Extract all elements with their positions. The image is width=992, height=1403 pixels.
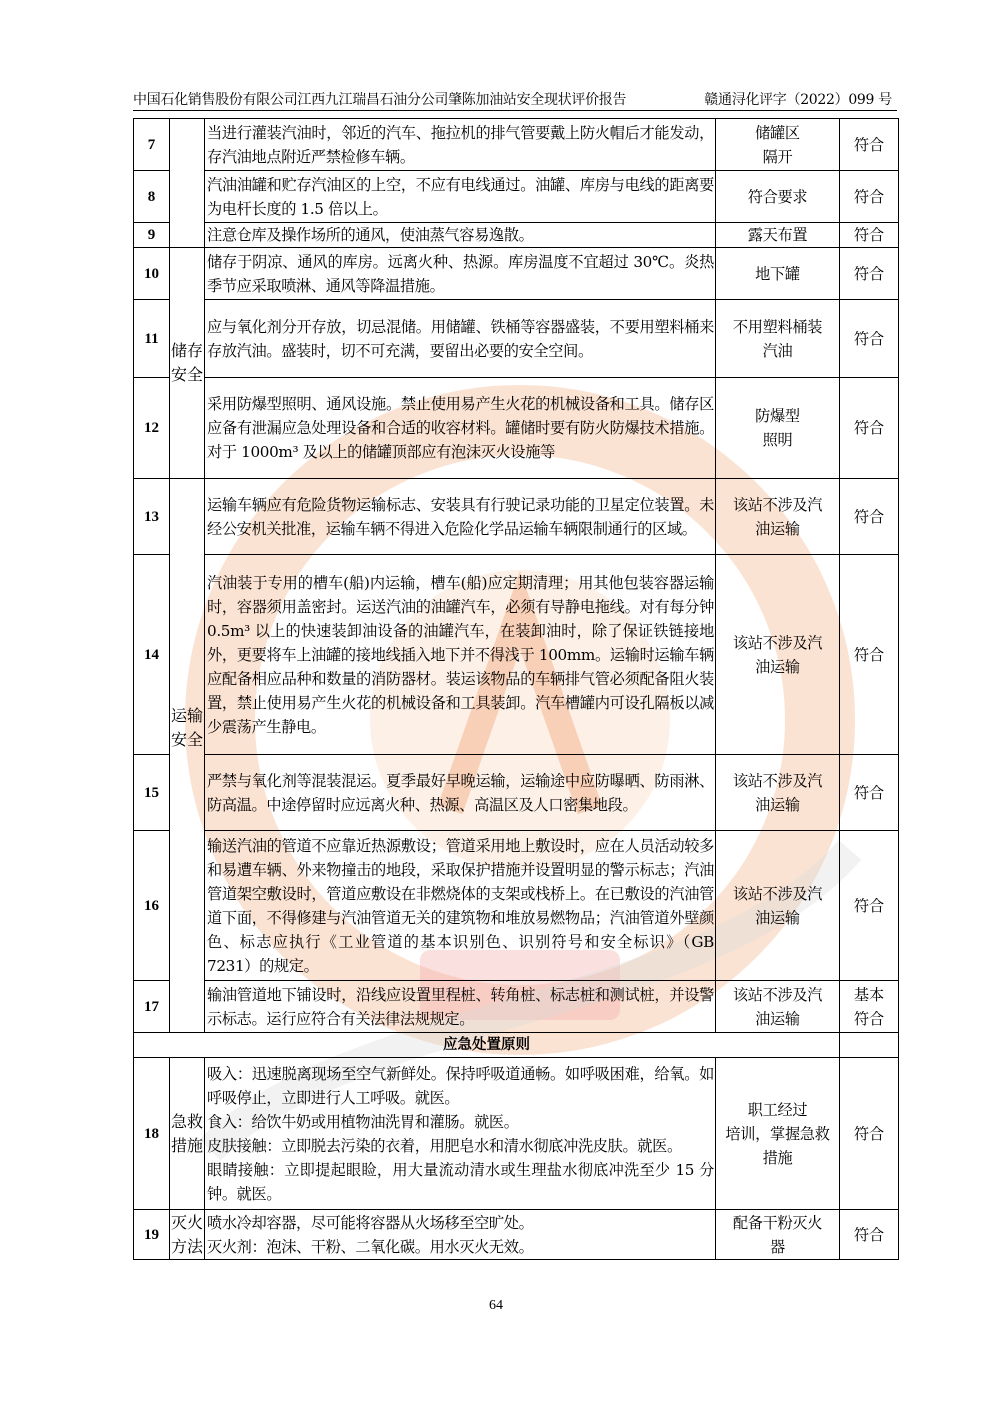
requirement-text: 输油管道地下铺设时，沿线应设置里程桩、转角桩、标志桩和测试桩，并设警示标志。运行应符合有关法律法规规定。 [205, 981, 716, 1033]
row-number: 13 [134, 479, 170, 555]
measure-text-content: 该站不涉及汽 油运输 [732, 771, 823, 814]
row-number: 10 [134, 248, 170, 300]
measure-text-content: 职工经过 培训，掌握急救 措施 [725, 1100, 830, 1167]
result-text: 符合 [840, 223, 899, 248]
measure-text [716, 1058, 840, 1210]
result-text: 符合 [840, 479, 899, 555]
result-text: 符合 [840, 378, 899, 479]
table-row [134, 831, 899, 981]
measure-text-content: 不用塑料桶装 汽油 [732, 317, 823, 360]
evaluation-table [133, 118, 899, 1260]
result-text: 符合 [840, 171, 899, 223]
requirement-text: 汽油油罐和贮存汽油区的上空，不应有电线通过。油罐、库房与电线的距离要为电杆长度的 1.5 倍以上。 [205, 171, 716, 223]
measure-text [716, 831, 840, 981]
row-number: 17 [134, 981, 170, 1033]
measure-text: 符合要求 [716, 171, 840, 223]
result-text: 符合 [840, 831, 899, 981]
measure-text [716, 378, 840, 479]
table-row [134, 1210, 899, 1260]
table-row [134, 981, 899, 1033]
requirement-text: 运输车辆应有危险货物运输标志、安装具有行驶记录功能的卫星定位装置。未经公安机关批准，运输车辆不得进入危险化学品运输车辆限制通行的区域。 [205, 479, 716, 555]
row-number: 14 [134, 555, 170, 755]
result-text: 符合 [840, 300, 899, 378]
table-row [134, 378, 899, 479]
row-number: 16 [134, 831, 170, 981]
row-number: 18 [134, 1058, 170, 1210]
measure-text-content: 储罐区 隔开 [755, 123, 800, 166]
category-label: 储存 安全 [170, 341, 203, 384]
measure-text-content: 配备干粉灭火 器 [732, 1213, 823, 1256]
measure-text-content: 该站不涉及汽 油运输 [732, 884, 823, 927]
requirement-text [205, 1058, 716, 1210]
requirement-text-content: 喷水冷却容器，尽可能将容器从火场移至空旷处。 灭火剂：泡沫、干粉、二氧化碳。用水灭火无效。 [207, 1213, 534, 1256]
requirement-text: 储存于阴凉、通风的库房。远离火种、热源。库房温度不宜超过 30℃。炎热季节应采取喷淋、通风等降温措施。 [205, 248, 716, 300]
table-row [134, 171, 899, 223]
result-text: 符合 [840, 119, 899, 171]
category-label: 急救 措施 [170, 1111, 203, 1155]
row-number: 9 [134, 223, 170, 248]
row-number: 12 [134, 378, 170, 479]
measure-text: 露天布置 [716, 223, 840, 248]
section-row [134, 1033, 899, 1058]
requirement-text: 注意仓库及操作场所的通风，使油蒸气容易逸散。 [205, 223, 716, 248]
category-label: 灭火 方法 [170, 1212, 203, 1256]
result-text: 符合 [840, 1210, 899, 1260]
table-row [134, 555, 899, 755]
measure-text: 地下罐 [716, 248, 840, 300]
row-number: 11 [134, 300, 170, 378]
measure-text [716, 755, 840, 831]
requirement-text: 采用防爆型照明、通风设施。禁止使用易产生火花的机械设备和工具。储存区应备有泄漏应急处理设备和合适的收容材料。罐储时要有防火防爆技术措施。对于 1000m³ 及以上的储罐顶部应有泡沫灭火设施等 [205, 378, 716, 479]
measure-text [716, 981, 840, 1033]
category-first-aid [170, 1058, 205, 1210]
table-row [134, 300, 899, 378]
measure-text-content: 该站不涉及汽 油运输 [732, 495, 823, 538]
row-number: 19 [134, 1210, 170, 1260]
measure-text [716, 119, 840, 171]
category-transport-safety [170, 479, 205, 1033]
table-row [134, 223, 899, 248]
result-text: 符合 [840, 555, 899, 755]
result-text: 符合 [840, 248, 899, 300]
measure-text [716, 555, 840, 755]
requirement-text: 应与氧化剂分开存放，切忌混储。用储罐、铁桶等容器盛装，不要用塑料桶来存放汽油。盛装时，切不可充满，要留出必要的安全空间。 [205, 300, 716, 378]
category-fire-fighting [170, 1210, 205, 1260]
section-empty-cell [840, 1033, 899, 1058]
requirement-text: 严禁与氧化剂等混装混运。夏季最好早晚运输，运输途中应防曝晒、防雨淋、防高温。中途停留时应远离火种、热源、高温区及人口密集地段。 [205, 755, 716, 831]
page-number: 64 [489, 1298, 503, 1313]
row-number: 15 [134, 755, 170, 831]
measure-text [716, 300, 840, 378]
requirement-text [205, 1210, 716, 1260]
requirement-text: 当进行灌装汽油时，邻近的汽车、拖拉机的排气管要戴上防火帽后才能发动，存汽油地点附近严禁检修车辆。 [205, 119, 716, 171]
table-row [134, 119, 899, 171]
measure-text [716, 1210, 840, 1260]
measure-text-content: 该站不涉及汽 油运输 [732, 633, 823, 676]
result-text-content: 基本 符合 [853, 985, 885, 1028]
result-text [840, 981, 899, 1033]
table-row [134, 755, 899, 831]
result-text: 符合 [840, 755, 899, 831]
category-cell-empty [170, 119, 205, 248]
header-report-number: 赣通浔化评字（2022）099 号 [704, 92, 892, 108]
table-row [134, 248, 899, 300]
header-rule [133, 110, 897, 111]
requirement-text: 汽油装于专用的槽车(船)内运输，槽车(船)应定期清理；用其他包装容器运输时，容器须用盖密封。运送汽油的油罐汽车，必须有导静电拖线。对有每分钟 0.5m³ 以上的快速装卸油设备的油罐汽车，在装卸油时，除了保证铁链接地外，更要将车上油罐的接地线插入地下并不得浅于 100mm。运输时运输车辆应配备相应品种和数量的消防器材。装运该物品的车辆排气管必须配备阻火装置，禁止使用易产生火花的机械设备和工具装卸。汽车槽罐内可设孔隔板以减少震荡产生静电。 [205, 555, 716, 755]
section-heading-emergency: 应急处置原则 [134, 1033, 840, 1058]
table-row [134, 479, 899, 555]
row-number: 7 [134, 119, 170, 171]
row-number: 8 [134, 171, 170, 223]
table-row [134, 1058, 899, 1210]
requirement-text-content: 吸入：迅速脱离现场至空气新鲜处。保持呼吸道通畅。如呼吸困难，给氧。如呼吸停止，立即进行人工呼吸。就医。 食入：给饮牛奶或用植物油洗胃和灌肠。就医。 皮肤接触：立即脱去污染的衣着，用肥皂水和清水彻底冲洗皮肤。就医。 眼睛接触：立即提起眼睑，用大量流动清水或生理盐水彻底冲洗至少 15 分钟。就医。 [207, 1064, 714, 1203]
category-label: 运输 安全 [170, 706, 203, 749]
measure-text-content: 防爆型 照明 [755, 407, 800, 449]
header-report-title: 中国石化销售股份有限公司江西九江瑞昌石油分公司肇陈加油站安全现状评价报告 [133, 92, 627, 108]
result-text: 符合 [840, 1058, 899, 1210]
measure-text [716, 479, 840, 555]
category-storage-safety [170, 248, 205, 479]
requirement-text: 输送汽油的管道不应靠近热源敷设；管道采用地上敷设时，应在人员活动较多和易遭车辆、外来物撞击的地段，采取保护措施并设置明显的警示标志；汽油管道架空敷设时，管道应敷设在非燃烧体的支架或栈桥上。在已敷设的汽油管道下面，不得修建与汽油管道无关的建筑物和堆放易燃物品；汽油管道外壁颜色、标志应执行《工业管道的基本识别色、识别符号和安全标识》（GB 7231）的规定。 [205, 831, 716, 981]
measure-text-content: 该站不涉及汽 油运输 [732, 985, 823, 1028]
